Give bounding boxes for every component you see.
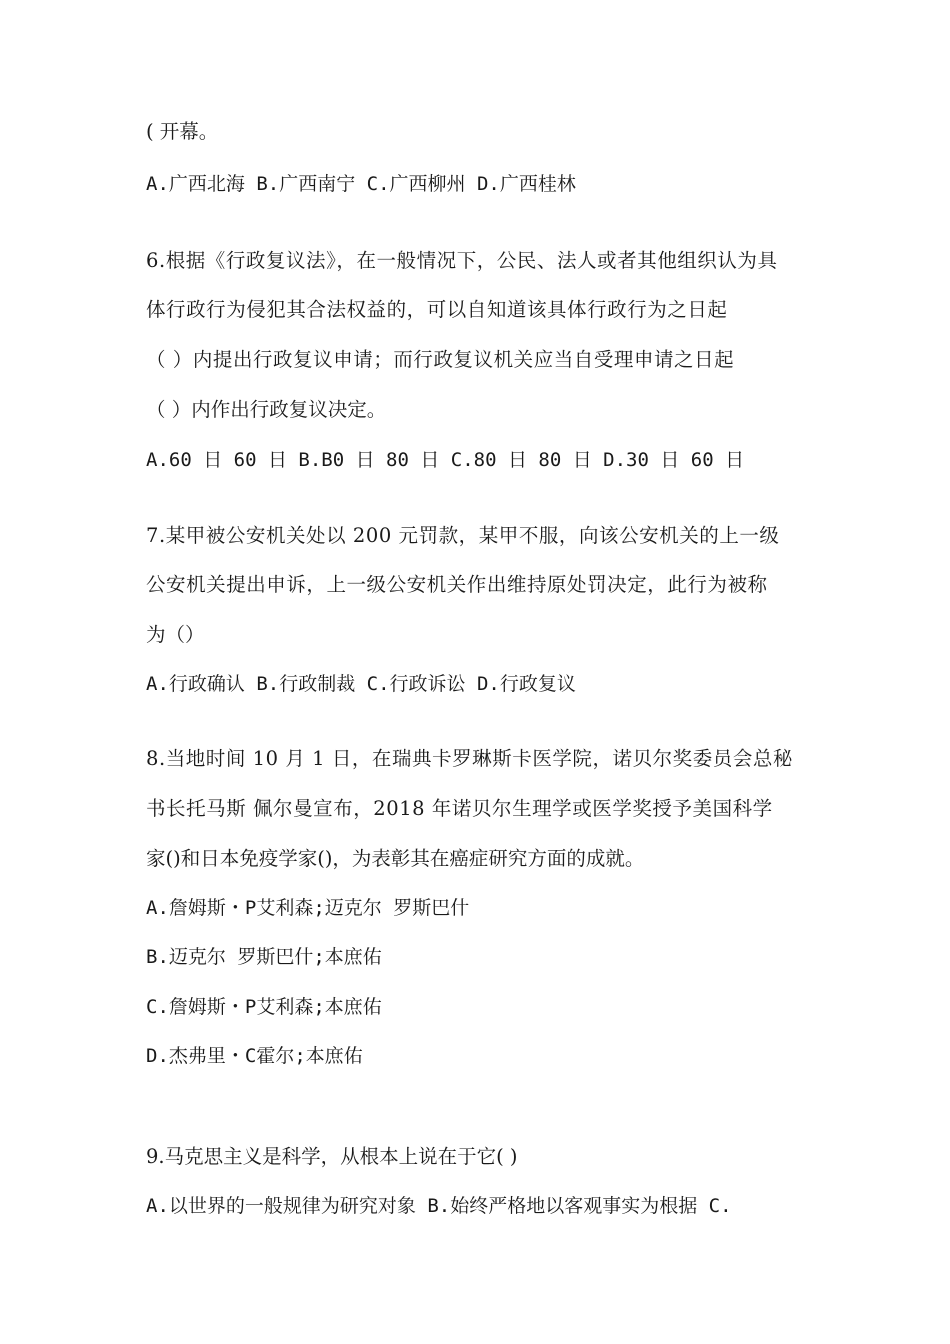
q8-option-d: D.杰弗里・C霍尔;本庶佑: [146, 1045, 363, 1067]
q8-option-b: B.迈克尔 罗斯巴什;本庶佑: [146, 946, 382, 968]
q6-text-line-4: （ ）内作出行政复议决定。: [146, 398, 387, 421]
q9-text: 9.马克思主义是科学，从根本上说在于它( ): [146, 1145, 518, 1168]
q6-text-line-2: 体行政行为侵犯其合法权益的，可以自知道该具体行政行为之日起: [146, 298, 728, 321]
q6-options: A.60 日 60 日 B.B0 日 80 日 C.80 日 80 日 D.30 日 60 日: [146, 449, 745, 471]
q7-options: A.行政确认 B.行政制裁 C.行政诉讼 D.行政复议: [146, 673, 576, 695]
q8-option-a: A.詹姆斯・P艾利森;迈克尔 罗斯巴什: [146, 897, 470, 919]
q7-text-line-2: 公安机关提出申诉，上一级公安机关作出维持原处罚决定，此行为被称: [146, 573, 768, 596]
q9-options: A.以世界的一般规律为研究对象 B.始终严格地以客观事实为根据 C.: [146, 1195, 732, 1217]
q8-text-line-3: 家()和日本免疫学家()，为表彰其在癌症研究方面的成就。: [146, 847, 645, 870]
q5-options: A.广西北海 B.广西南宁 C.广西柳州 D.广西桂林: [146, 173, 576, 195]
q6-text-line-3: （ ）内提出行政复议申请；而行政复议机关应当自受理申请之日起: [146, 348, 735, 371]
q8-text-line-1: 8.当地时间 10 月 1 日，在瑞典卡罗琳斯卡医学院，诺贝尔奖委员会总秘: [146, 747, 793, 770]
q5-tail-text: ( 开幕。: [146, 120, 219, 143]
q7-text-line-3: 为（）: [146, 623, 205, 646]
q6-text-line-1: 6.根据《行政复议法》，在一般情况下，公民、法人或者其他组织认为具: [146, 249, 778, 272]
q8-text-line-2: 书长托马斯 佩尔曼宣布，2018 年诺贝尔生理学或医学奖授予美国科学: [146, 797, 773, 820]
q7-text-line-1: 7.某甲被公安机关处以 200 元罚款，某甲不服，向该公安机关的上一级: [146, 524, 780, 547]
q8-option-c: C.詹姆斯・P艾利森;本庶佑: [146, 996, 382, 1018]
